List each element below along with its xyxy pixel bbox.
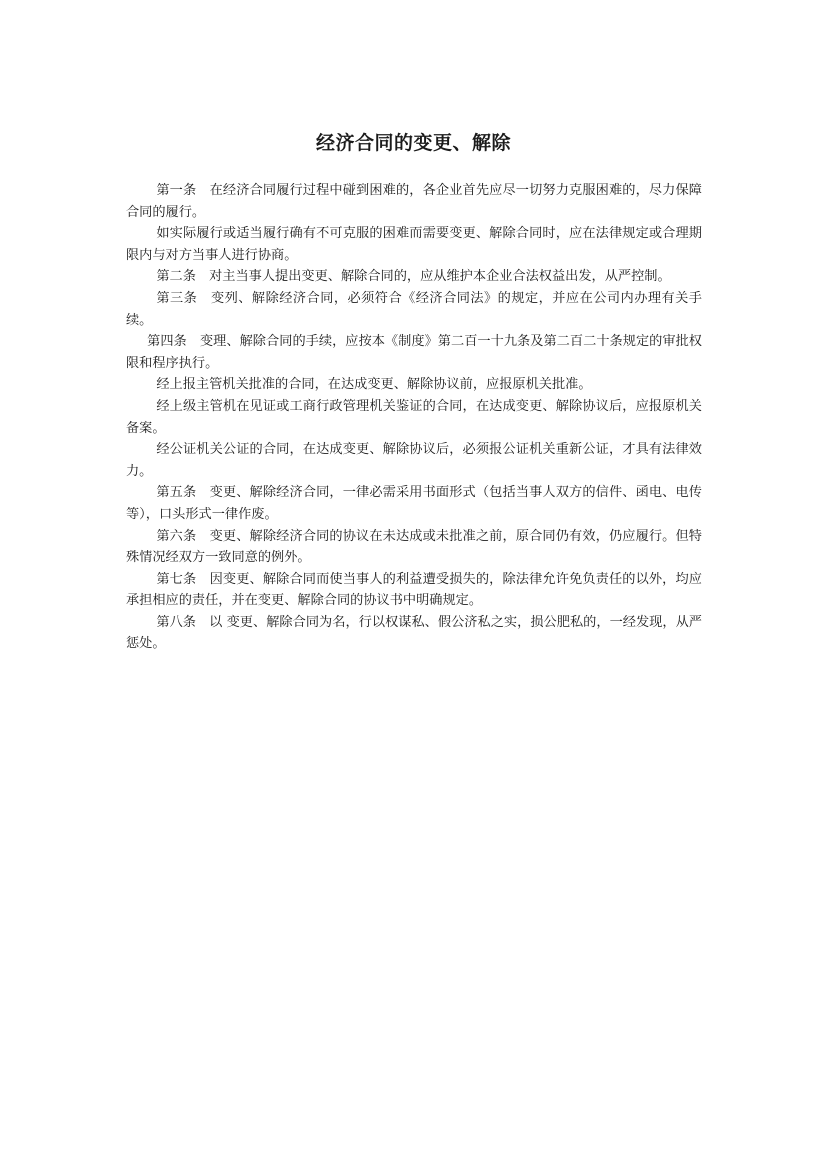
paragraph-article-4: 第四条 变理、解除合同的手续，应按本《制度》第二百一十九条及第二百二十条规定的审批权限和程序执行。 [126, 334, 702, 371]
paragraph-article-1-continued: 如实际履行或适当履行确有不可克服的困难而需要变更、解除合同时，应在法律规定或合理期限内与对方当事人进行协商。 [126, 226, 702, 263]
document-body [126, 180, 702, 655]
paragraph-article-4-filing: 经上级主管机在见证或工商行政管理机关鉴证的合同，在达成变更、解除协议后，应报原机关备案。 [126, 398, 702, 436]
paragraph-article-2: 第二条 对主当事人提出变更、解除合同的，应从维护本企业合法权益出发，从严控制。 [156, 269, 671, 285]
paragraph-article-4-approval: 经上报主管机关批准的合同，在达成变更、解除协议前，应报原机关批准。 [156, 377, 592, 393]
paragraph-article-4-notarization: 经公证机关公证的合同，在达成变更、解除协议后，必须报公证机关重新公证，才具有法律效力。 [126, 442, 702, 479]
paragraph-article-6: 第六条 变更、解除经济合同的协议在未达成或未批准之前，原合同仍有效，仍应履行。但特殊情况经双方一致同意的例外。 [126, 528, 702, 566]
paragraph-article-5: 第五条 变更、解除经济合同，一律必需采用书面形式（包括当事人双方的信件、函电、电传等），口头形式一律作废。 [126, 485, 702, 522]
paragraph-article-1: 第一条 在经济合同履行过程中碰到困难的，各企业首先应尽一切努力克服困难的，尽力保障合同的履行。 [126, 183, 702, 220]
paragraph-article-3: 第三条 变列、解除经济合同，必须符合《经济合同法》的规定，并应在公司内办理有关手续。 [126, 290, 702, 328]
paragraph-article-7: 第七条 因变更、解除合同而使当事人的利益遭受损失的，除法律允许免负责任的以外，均应承担相应的责任，并在变更、解除合同的协议书中明确规定。 [126, 571, 702, 609]
document-title: 经济合同的变更、解除 [315, 132, 511, 154]
paragraph-article-8: 第八条 以 变更、解除合同为名，行以权谋私、假公济私之实，损公肥私的，一经发现，从严惩处。 [126, 614, 702, 652]
